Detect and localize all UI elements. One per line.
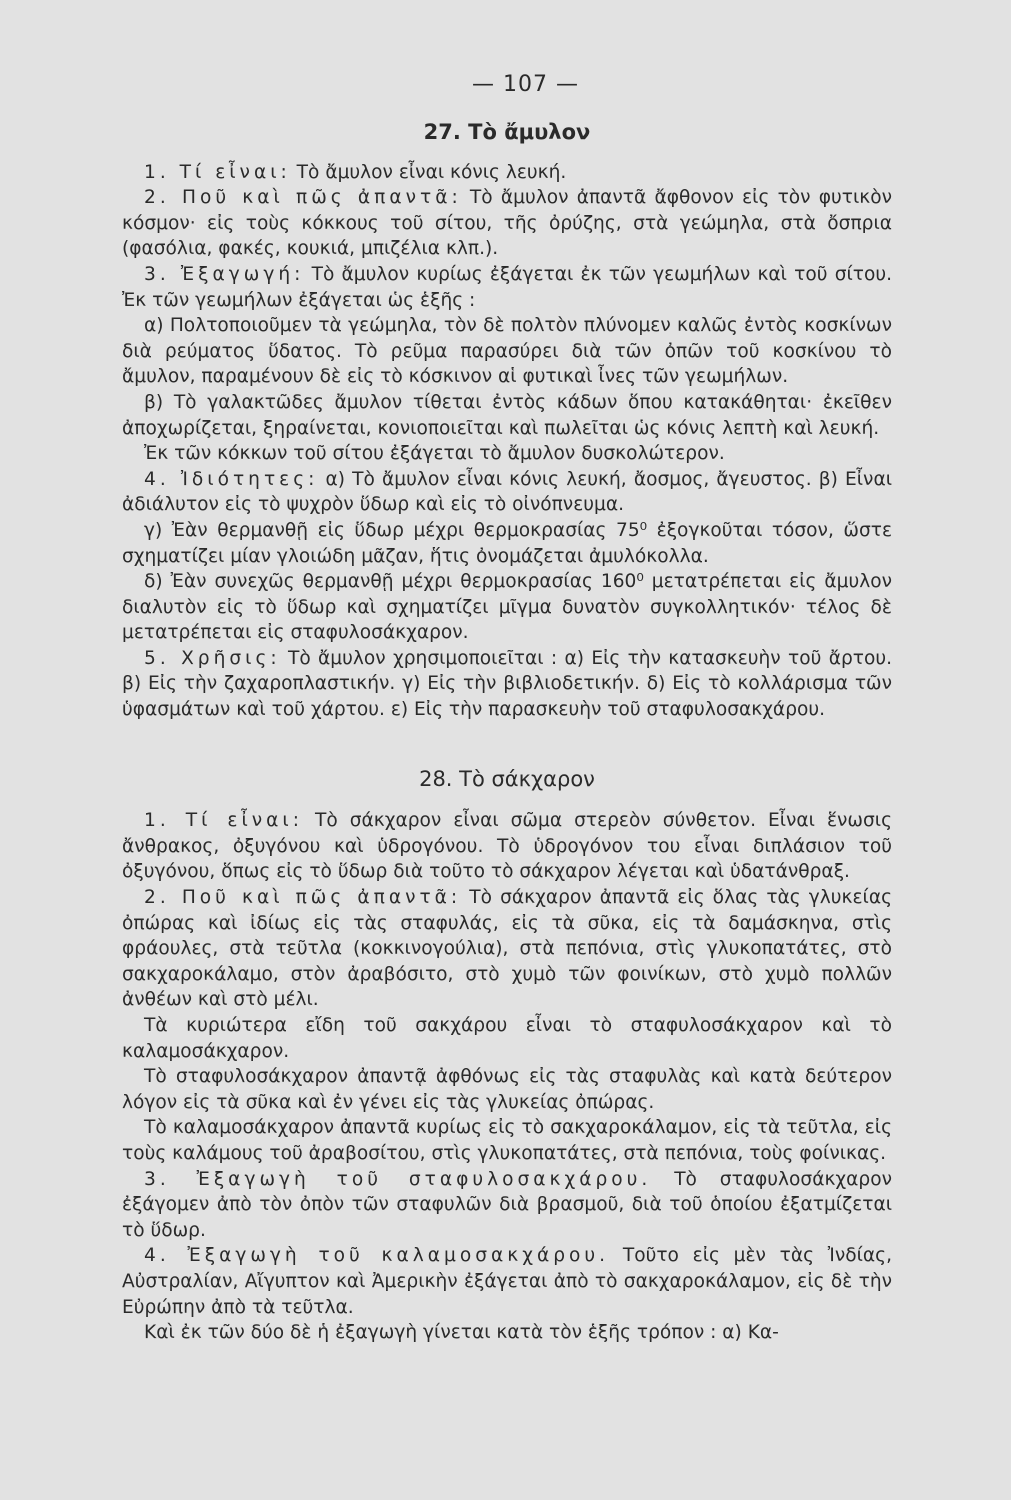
paragraph: 4. Ἰδιότητες: α) Τὸ ἄμυλον εἶναι κόνις λευκή, ἄοσμος, ἄγευστος. β) Εἶναι ἀδιάλυτον εἰς τὸ ψυχρὸν ὕδωρ καὶ εἰς τὸ οἰνόπνευμα. <box>122 468 892 516</box>
paragraph: 3. Ἐξαγωγή: Τὸ ἄμυλον κυρίως ἐξάγεται ἐκ τῶν γεωμήλων καὶ τοῦ σίτου. Ἐκ τῶν γεωμήλων ἐξάγεται ὡς ἑξῆς : <box>122 263 893 311</box>
paragraph: 4. Ἐξαγωγὴ τοῦ καλαμοσακχάρου. Τοῦτο εἰς μὲν τὰς Ἰνδίας, Αὐστραλίαν, Αἴγυπτον καὶ Ἀμερικὴν ἐξάγεται ἀπὸ τὸ σακχαροκάλαμον, εἰς δὲ τὴν Εὐρώπην ἀπὸ τὰ τεῦτλα. <box>122 1245 892 1318</box>
paragraph: Τὰ κυριώτερα εἴδη τοῦ σακχάρου εἶναι τὸ σταφυλοσάκχαρον καὶ τὸ καλαμοσάκχαρον. <box>122 1015 892 1062</box>
paragraph: Ἐκ τῶν κόκκων τοῦ σίτου ἐξάγεται τὸ ἄμυλον δυσκολώτερον. <box>144 443 725 465</box>
paragraph: 2. Ποῦ καὶ πῶς ἀπαντᾶ: Τὸ ἄμυλον ἀπαντᾶ ἄφθονον εἰς τὸν φυτικὸν κόσμον· εἰς τοὺς κόκκους τοῦ σίτου, τῆς ὀρύζης, στὰ γεώμηλα, στὰ ὄσπρια (φασόλια, φακές, κουκιά, μπιζέλια κλπ.). <box>122 187 892 260</box>
paragraph: γ) Ἐὰν θερμανθῇ εἰς ὕδωρ μέχρι θερμοκρασίας 75⁰ ἐξογκοῦται τόσον, ὥστε σχηματίζει μίαν γλοιώδη μᾶζαν, ἥτις ὀνομάζεται ἀμυλόκολλα. <box>122 519 892 567</box>
paragraph: 3. Ἐξαγωγὴ τοῦ σταφυλοσακχάρου. Τὸ σταφυλοσάκχαρον ἐξάγομεν ἀπὸ τὸν ὀπὸν τῶν σταφυλῶν διὰ βρασμοῦ, διὰ τοῦ ὁποίου ἐξατμίζεται τὸ ὕδωρ. <box>122 1168 892 1241</box>
paragraph: Τὸ σταφυλοσάκχαρον ἀπαντᾷ ἀφθόνως εἰς τὰς σταφυλὰς καὶ κατὰ δεύτερον λόγον εἰς τὰ σῦκα καὶ ἐν γένει εἰς τὰς γλυκείας ὀπώρας. <box>122 1066 892 1113</box>
paragraph: 5. Χρῆσις: Τὸ ἄμυλον χρησιμοποιεῖται : α) Εἰς τὴν κατασκευὴν τοῦ ἄρτου. β) Εἰς τὴν ζαχαροπλαστικήν. γ) Εἰς τὴν βιβλιοδετικήν. δ) Εἰς τὸ κολλάρισμα τῶν ὑφασμάτων καὶ τοῦ χάρτου. ε) Εἰς τὴν παρασκευὴν τοῦ σταφυλοσακχάρου. <box>122 647 892 721</box>
paragraph: 1. Τί εἶναι: Τὸ σάκχαρον εἶναι σῶμα στερεὸν σύνθετον. Εἶναι ἕνωσις ἄνθρακος, ὀξυγόνου καὶ ὑδρογόνου. Τὸ ὑδρογόνον του εἶναι διπλάσιον τοῦ ὀξυγόνου, ὅπως εἰς τὸ ὕδωρ διὰ τοῦτο τὸ σάκχαρον λέγεται καὶ ὑδατάνθραξ. <box>122 810 892 883</box>
paragraph: δ) Ἐὰν συνεχῶς θερμανθῇ μέχρι θερμοκρασίας 160⁰ μετατρέπεται εἰς ἄμυλον διαλυτὸν εἰς τὸ ὕδωρ καὶ σχηματίζει μῖγμα δυνατὸν συγκολλητικόν· τέλος δὲ μετατρέπεται εἰς σταφυλοσάκχαρον. <box>122 571 892 644</box>
section-title-sugar: 28. Τὸ σάκχαρον <box>419 766 595 791</box>
paragraph: 2. Ποῦ καὶ πῶς ἀπαντᾶ: Τὸ σάκχαρον ἀπαντᾶ εἰς ὅλας τὰς γλυκείας ὀπώρας καὶ ἰδίως εἰς τὰς σταφυλάς, εἰς τὰ σῦκα, εἰς τὰ δαμάσκηνα, στὶς φράουλες, στὰ τεῦτλα (κοκκινογούλια), στὰ πεπόνια, στὶς γλυκοπατάτες, στὸ σακχαροκάλαμο, στὸν ἀραβόσιτο, στὸ χυμὸ τῶν φοινίκων, στὸ χυμὸ πολλῶν ἀνθέων καὶ στὸ μέλι. <box>122 887 892 1011</box>
page-content <box>122 116 892 1346</box>
section-title-starch: 27. Τὸ ἄμυλον <box>423 120 591 144</box>
paragraph: β) Τὸ γαλακτῶδες ἄμυλον τίθεται ἐντὸς κάδων ὅπου κατακάθηται· ἐκεῖθεν ἀποχωρίζεται, ξηραίνεται, κονιοποιεῖται καὶ πωλεῖται ὡς κόνις λεπτὴ καὶ λευκή. <box>122 391 892 439</box>
paragraph: 1. Τί εἶναι: Τὸ ἄμυλον εἶναι κόνις λευκή. <box>144 161 567 183</box>
paragraph: Καὶ ἐκ τῶν δύο δὲ ἡ ἐξαγωγὴ γίνεται κατὰ τὸν ἑξῆς τρόπον : α) Κα- <box>144 1322 779 1344</box>
section-starch-body <box>122 160 892 723</box>
paragraph: Τὸ καλαμοσάκχαρον ἀπαντᾶ κυρίως εἰς τὸ σακχαροκάλαμον, εἰς τὰ τεῦτλα, εἰς τοὺς καλάμους τοῦ ἀραβοσίτου, στὶς γλυκοπατάτες, στὰ πεπόνια, τοὺς φοίνικας. <box>122 1117 892 1164</box>
section-sugar-body <box>122 808 892 1345</box>
paragraph: α) Πολτοποιοῦμεν τὰ γεώμηλα, τὸν δὲ πολτὸν πλύνομεν καλῶς ἐντὸς κοσκίνων διὰ ρεύματος ὕδατος. Τὸ ρεῦμα παρασύρει διὰ τῶν ὀπῶν τοῦ κοσκίνου τὸ ἄμυλον, παραμένουν δὲ εἰς τὸ κόσκινον αἱ φυτικαὶ ἶνες τῶν γεωμήλων. <box>122 315 892 388</box>
page-number: — 107 — <box>472 72 579 97</box>
